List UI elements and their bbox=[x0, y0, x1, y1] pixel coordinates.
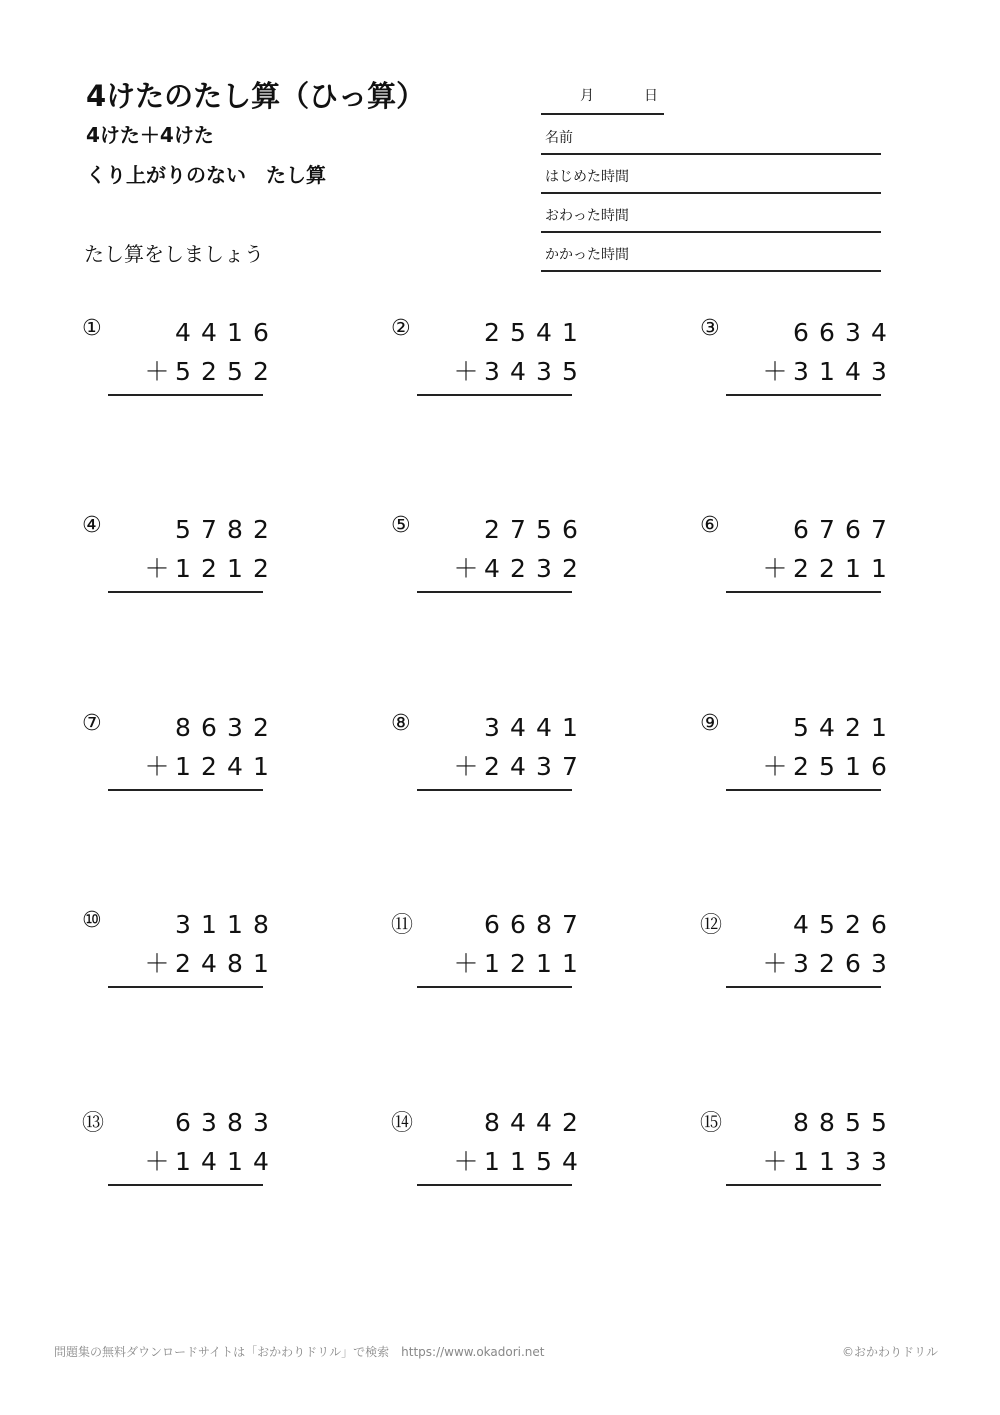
plus-sign: ＋ bbox=[453, 949, 479, 978]
problem-11 bbox=[393, 906, 583, 996]
addend-bottom-digits bbox=[479, 949, 583, 979]
digit: 1 bbox=[562, 713, 578, 742]
digit: 8 bbox=[227, 1108, 243, 1137]
addend-bottom-digits bbox=[788, 357, 892, 387]
worksheet-subtitle-digits: 4けた＋4けた bbox=[86, 123, 214, 147]
digit: 5 bbox=[562, 357, 578, 386]
elapsed-time-label: かかった時間 bbox=[545, 247, 629, 263]
problem-1 bbox=[84, 314, 274, 404]
name-field[interactable] bbox=[541, 116, 881, 155]
digit: 1 bbox=[253, 752, 269, 781]
digit: 2 bbox=[562, 1108, 578, 1137]
digit: 7 bbox=[201, 515, 217, 544]
addend-bottom-digits bbox=[788, 1147, 892, 1177]
addend-top bbox=[788, 713, 892, 743]
addend-bottom-digits bbox=[479, 752, 583, 782]
addend-bottom-digits bbox=[479, 1147, 583, 1177]
digit: 2 bbox=[201, 752, 217, 781]
digit: 1 bbox=[227, 318, 243, 347]
digit: 6 bbox=[562, 515, 578, 544]
digit: 7 bbox=[562, 910, 578, 939]
addend-bottom-digits bbox=[479, 357, 583, 387]
digit: 2 bbox=[484, 515, 500, 544]
digit: 1 bbox=[871, 713, 887, 742]
answer-line[interactable] bbox=[726, 1184, 881, 1186]
addend-bottom-digits bbox=[788, 949, 892, 979]
digit: 6 bbox=[793, 515, 809, 544]
problem-number: ③ bbox=[700, 316, 720, 341]
addend-top bbox=[788, 1108, 892, 1138]
digit: 4 bbox=[562, 1147, 578, 1176]
plus-sign: ＋ bbox=[762, 357, 788, 386]
problem-number: ⑩ bbox=[82, 908, 102, 933]
digit: 3 bbox=[871, 1147, 887, 1176]
digit: 3 bbox=[793, 357, 809, 386]
problem-number: ⑤ bbox=[391, 513, 411, 538]
answer-line[interactable] bbox=[108, 1184, 263, 1186]
digit: 4 bbox=[510, 752, 526, 781]
elapsed-time-field[interactable] bbox=[541, 233, 881, 272]
addend-bottom bbox=[762, 949, 892, 979]
addend-top bbox=[479, 318, 583, 348]
digit: 2 bbox=[845, 910, 861, 939]
digit: 6 bbox=[845, 515, 861, 544]
footer-site-note: 問題集の無料ダウンロードサイトは「おかわりドリル」で検索 https://www.okadori.net bbox=[54, 1345, 545, 1359]
digit: 8 bbox=[793, 1108, 809, 1137]
digit: 1 bbox=[175, 1147, 191, 1176]
plus-sign: ＋ bbox=[453, 357, 479, 386]
digit: 1 bbox=[227, 554, 243, 583]
answer-line[interactable] bbox=[726, 394, 881, 396]
digit: 8 bbox=[819, 1108, 835, 1137]
digit: 7 bbox=[819, 515, 835, 544]
worksheet-title: 4けたのたし算（ひっ算） bbox=[86, 79, 426, 113]
digit: 2 bbox=[175, 949, 191, 978]
digit: 1 bbox=[562, 949, 578, 978]
end-time-field[interactable] bbox=[541, 194, 881, 233]
problem-10 bbox=[84, 906, 274, 996]
problem-number: ⑪ bbox=[391, 913, 414, 938]
digit: 4 bbox=[793, 910, 809, 939]
digit: 1 bbox=[510, 1147, 526, 1176]
addend-bottom-digits bbox=[788, 554, 892, 584]
problem-2 bbox=[393, 314, 583, 404]
digit: 8 bbox=[175, 713, 191, 742]
digit: 1 bbox=[484, 949, 500, 978]
digit: 5 bbox=[536, 515, 552, 544]
digit: 3 bbox=[871, 949, 887, 978]
digit: 2 bbox=[253, 713, 269, 742]
addend-top bbox=[788, 515, 892, 545]
digit: 4 bbox=[510, 713, 526, 742]
problem-9 bbox=[702, 709, 892, 799]
answer-line[interactable] bbox=[726, 789, 881, 791]
addend-bottom-digits bbox=[479, 554, 583, 584]
addend-bottom bbox=[453, 1147, 583, 1177]
plus-sign: ＋ bbox=[144, 1147, 170, 1176]
plus-sign: ＋ bbox=[453, 752, 479, 781]
digit: 1 bbox=[562, 318, 578, 347]
digit: 2 bbox=[845, 713, 861, 742]
answer-line[interactable] bbox=[726, 591, 881, 593]
digit: 5 bbox=[819, 752, 835, 781]
digit: 4 bbox=[201, 318, 217, 347]
digit: 4 bbox=[510, 357, 526, 386]
digit: 5 bbox=[845, 1108, 861, 1137]
digit: 3 bbox=[536, 554, 552, 583]
addend-bottom bbox=[144, 949, 274, 979]
problem-number: ⑮ bbox=[700, 1111, 723, 1136]
digit: 8 bbox=[484, 1108, 500, 1137]
addend-bottom bbox=[144, 554, 274, 584]
plus-sign: ＋ bbox=[762, 1147, 788, 1176]
addend-top bbox=[479, 1108, 583, 1138]
digit: 1 bbox=[227, 1147, 243, 1176]
addend-top bbox=[479, 515, 583, 545]
addend-top bbox=[788, 318, 892, 348]
digit: 2 bbox=[510, 949, 526, 978]
addend-top bbox=[788, 910, 892, 940]
digit: 8 bbox=[227, 515, 243, 544]
digit: 1 bbox=[484, 1147, 500, 1176]
digit: 4 bbox=[227, 752, 243, 781]
digit: 2 bbox=[201, 357, 217, 386]
digit: 4 bbox=[201, 949, 217, 978]
addend-top bbox=[170, 713, 274, 743]
digit: 3 bbox=[793, 949, 809, 978]
digit: 2 bbox=[253, 554, 269, 583]
problem-14 bbox=[393, 1104, 583, 1194]
digit: 2 bbox=[793, 752, 809, 781]
digit: 4 bbox=[871, 318, 887, 347]
plus-sign: ＋ bbox=[144, 752, 170, 781]
addend-bottom-digits bbox=[170, 752, 274, 782]
digit: 6 bbox=[201, 713, 217, 742]
digit: 3 bbox=[201, 1108, 217, 1137]
digit: 2 bbox=[201, 554, 217, 583]
answer-line[interactable] bbox=[417, 1184, 572, 1186]
addend-bottom bbox=[144, 1147, 274, 1177]
addend-bottom bbox=[453, 357, 583, 387]
digit: 5 bbox=[536, 1147, 552, 1176]
digit: 7 bbox=[562, 752, 578, 781]
digit: 2 bbox=[819, 949, 835, 978]
start-time-label: はじめた時間 bbox=[545, 169, 629, 185]
digit: 4 bbox=[536, 318, 552, 347]
problem-7 bbox=[84, 709, 274, 799]
addend-bottom bbox=[453, 752, 583, 782]
digit: 3 bbox=[227, 713, 243, 742]
problem-number: ⑬ bbox=[82, 1111, 105, 1136]
digit: 1 bbox=[175, 752, 191, 781]
digit: 6 bbox=[871, 752, 887, 781]
digit: 5 bbox=[175, 515, 191, 544]
digit: 8 bbox=[227, 949, 243, 978]
digit: 3 bbox=[253, 1108, 269, 1137]
plus-sign: ＋ bbox=[453, 554, 479, 583]
digit: 8 bbox=[253, 910, 269, 939]
addend-top bbox=[170, 1108, 274, 1138]
problem-number: ② bbox=[391, 316, 411, 341]
digit: 3 bbox=[484, 713, 500, 742]
answer-line[interactable] bbox=[417, 986, 572, 988]
problem-number: ⑧ bbox=[391, 711, 411, 736]
digit: 5 bbox=[510, 318, 526, 347]
digit: 1 bbox=[227, 910, 243, 939]
problem-13 bbox=[84, 1104, 274, 1194]
problem-12 bbox=[702, 906, 892, 996]
problem-8 bbox=[393, 709, 583, 799]
digit: 2 bbox=[484, 752, 500, 781]
digit: 1 bbox=[845, 554, 861, 583]
start-time-field[interactable] bbox=[541, 155, 881, 194]
plus-sign: ＋ bbox=[144, 554, 170, 583]
digit: 4 bbox=[484, 554, 500, 583]
digit: 3 bbox=[175, 910, 191, 939]
addend-bottom bbox=[144, 357, 274, 387]
digit: 3 bbox=[845, 1147, 861, 1176]
digit: 1 bbox=[536, 949, 552, 978]
digit: 4 bbox=[536, 713, 552, 742]
digit: 6 bbox=[793, 318, 809, 347]
problem-number: ⑥ bbox=[700, 513, 720, 538]
addend-bottom bbox=[144, 752, 274, 782]
digit: 1 bbox=[175, 554, 191, 583]
digit: 1 bbox=[819, 357, 835, 386]
digit: 6 bbox=[510, 910, 526, 939]
problem-4 bbox=[84, 511, 274, 601]
digit: 6 bbox=[484, 910, 500, 939]
addend-top bbox=[479, 910, 583, 940]
digit: 2 bbox=[253, 357, 269, 386]
digit: 1 bbox=[819, 1147, 835, 1176]
answer-line[interactable] bbox=[108, 591, 263, 593]
problem-number: ⑫ bbox=[700, 913, 723, 938]
answer-line[interactable] bbox=[726, 986, 881, 988]
plus-sign: ＋ bbox=[762, 949, 788, 978]
addend-bottom-digits bbox=[788, 752, 892, 782]
digit: 4 bbox=[845, 357, 861, 386]
problem-3 bbox=[702, 314, 892, 404]
digit: 1 bbox=[253, 949, 269, 978]
digit: 6 bbox=[819, 318, 835, 347]
problem-number: ① bbox=[82, 316, 102, 341]
digit: 1 bbox=[845, 752, 861, 781]
problem-15 bbox=[702, 1104, 892, 1194]
worksheet-instruction: たし算をしましょう bbox=[84, 242, 264, 266]
addend-top bbox=[170, 515, 274, 545]
addend-bottom bbox=[762, 554, 892, 584]
digit: 2 bbox=[793, 554, 809, 583]
digit: 5 bbox=[819, 910, 835, 939]
date-field[interactable] bbox=[541, 80, 664, 115]
end-time-label: おわった時間 bbox=[545, 208, 629, 224]
problem-number: ⑦ bbox=[82, 711, 102, 736]
addend-bottom-digits bbox=[170, 949, 274, 979]
digit: 4 bbox=[536, 1108, 552, 1137]
plus-sign: ＋ bbox=[762, 554, 788, 583]
answer-line[interactable] bbox=[108, 394, 263, 396]
digit: 1 bbox=[871, 554, 887, 583]
digit: 8 bbox=[536, 910, 552, 939]
digit: 6 bbox=[845, 949, 861, 978]
digit: 3 bbox=[536, 357, 552, 386]
day-label: 日 bbox=[644, 88, 658, 104]
problem-number: ④ bbox=[82, 513, 102, 538]
digit: 6 bbox=[253, 318, 269, 347]
digit: 1 bbox=[201, 910, 217, 939]
addend-bottom bbox=[762, 752, 892, 782]
answer-line[interactable] bbox=[417, 394, 572, 396]
name-label: 名前 bbox=[545, 130, 573, 146]
worksheet-subtitle-type: くり上がりのない たし算 bbox=[86, 163, 326, 187]
plus-sign: ＋ bbox=[762, 752, 788, 781]
digit: 6 bbox=[175, 1108, 191, 1137]
plus-sign: ＋ bbox=[144, 949, 170, 978]
digit: 2 bbox=[253, 515, 269, 544]
digit: 2 bbox=[510, 554, 526, 583]
digit: 7 bbox=[510, 515, 526, 544]
digit: 5 bbox=[793, 713, 809, 742]
digit: 4 bbox=[201, 1147, 217, 1176]
digit: 4 bbox=[510, 1108, 526, 1137]
addend-top bbox=[479, 713, 583, 743]
addend-top bbox=[170, 910, 274, 940]
problem-5 bbox=[393, 511, 583, 601]
problem-number: ⑨ bbox=[700, 711, 720, 736]
answer-line[interactable] bbox=[417, 591, 572, 593]
addend-bottom bbox=[453, 554, 583, 584]
digit: 3 bbox=[845, 318, 861, 347]
answer-line[interactable] bbox=[108, 986, 263, 988]
footer-copyright: ©おかわりドリル bbox=[841, 1345, 938, 1359]
digit: 5 bbox=[871, 1108, 887, 1137]
addend-top bbox=[170, 318, 274, 348]
plus-sign: ＋ bbox=[453, 1147, 479, 1176]
addend-bottom bbox=[762, 1147, 892, 1177]
digit: 2 bbox=[819, 554, 835, 583]
addend-bottom bbox=[453, 949, 583, 979]
digit: 5 bbox=[175, 357, 191, 386]
addend-bottom bbox=[762, 357, 892, 387]
digit: 7 bbox=[871, 515, 887, 544]
digit: 4 bbox=[175, 318, 191, 347]
addend-bottom-digits bbox=[170, 357, 274, 387]
digit: 5 bbox=[227, 357, 243, 386]
digit: 3 bbox=[536, 752, 552, 781]
digit: 3 bbox=[484, 357, 500, 386]
digit: 4 bbox=[253, 1147, 269, 1176]
answer-line[interactable] bbox=[417, 789, 572, 791]
month-label: 月 bbox=[580, 88, 594, 104]
addend-bottom-digits bbox=[170, 1147, 274, 1177]
digit: 2 bbox=[562, 554, 578, 583]
digit: 4 bbox=[819, 713, 835, 742]
addend-bottom-digits bbox=[170, 554, 274, 584]
digit: 6 bbox=[871, 910, 887, 939]
problem-number: ⑭ bbox=[391, 1111, 414, 1136]
digit: 2 bbox=[484, 318, 500, 347]
plus-sign: ＋ bbox=[144, 357, 170, 386]
answer-line[interactable] bbox=[108, 789, 263, 791]
digit: 1 bbox=[793, 1147, 809, 1176]
digit: 3 bbox=[871, 357, 887, 386]
problem-6 bbox=[702, 511, 892, 601]
